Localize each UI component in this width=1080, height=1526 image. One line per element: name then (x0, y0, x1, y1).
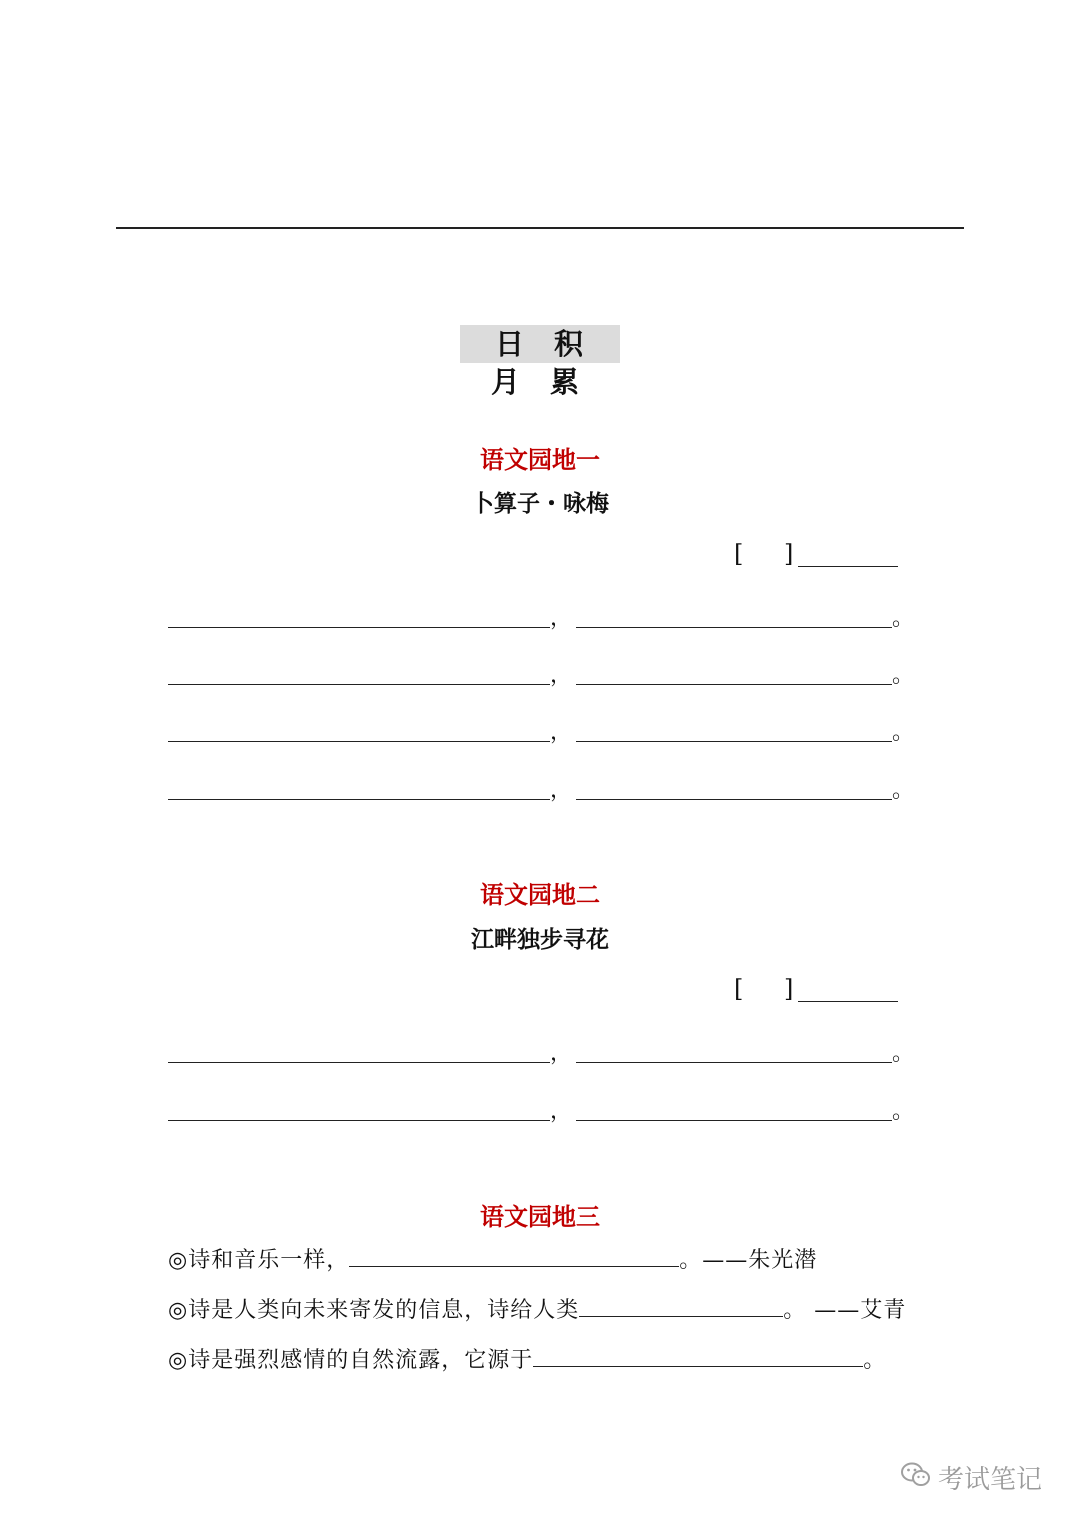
author-blank[interactable] (798, 1001, 898, 1002)
quote-suffix: 。 ——艾青 (783, 1298, 907, 1323)
bracket-left: [ (734, 540, 744, 568)
poem-title-1: 卜算子・咏梅 (471, 490, 609, 517)
quote-prefix: ◎诗是人类向未来寄发的信息，诗给人类 (168, 1298, 580, 1323)
verse-comma: ， (550, 1041, 573, 1066)
header-rule (116, 227, 964, 229)
bracket-right: ] (784, 540, 794, 568)
quote-suffix: 。 (863, 1348, 887, 1373)
author-field-2[interactable] (734, 975, 904, 1005)
bracket-left: [ (734, 975, 744, 1003)
verse-blank-first[interactable] (168, 741, 550, 742)
verse-period: 。 (892, 606, 915, 631)
section-heading-2: 语文园地二 (480, 881, 600, 909)
verse-comma: ， (550, 778, 573, 803)
verse-period: 。 (892, 663, 915, 688)
verse-blank-second[interactable] (576, 1062, 892, 1063)
verse-blank-second[interactable] (576, 741, 892, 742)
watermark (900, 1460, 1042, 1500)
verse-row-1[interactable] (168, 603, 928, 633)
verse-row-6[interactable] (168, 1096, 928, 1126)
author-field-1[interactable] (734, 540, 904, 570)
verse-comma: ， (550, 663, 573, 688)
quote-row-1 (168, 1244, 817, 1278)
section-heading-1: 语文园地一 (480, 446, 600, 474)
verse-period: 。 (892, 720, 915, 745)
verse-period: 。 (892, 1099, 915, 1124)
wechat-icon (900, 1461, 932, 1501)
verse-blank-second[interactable] (576, 1120, 892, 1121)
author-blank[interactable] (798, 566, 898, 567)
verse-comma: ， (550, 720, 573, 745)
quote-prefix: ◎诗和音乐一样， (168, 1248, 350, 1273)
quote-row-3 (168, 1344, 886, 1378)
quote-suffix: 。——朱光潜 (679, 1248, 818, 1273)
poem-title-2: 江畔独步寻花 (471, 926, 609, 953)
verse-row-5[interactable] (168, 1038, 928, 1068)
verse-blank-second[interactable] (576, 684, 892, 685)
bracket-right: ] (784, 975, 794, 1003)
quote-blank[interactable] (533, 1344, 863, 1367)
verse-period: 。 (892, 778, 915, 803)
verse-blank-second[interactable] (576, 627, 892, 628)
verse-blank-first[interactable] (168, 1062, 550, 1063)
quote-blank[interactable] (579, 1294, 783, 1317)
verse-row-4[interactable] (168, 775, 928, 805)
verse-blank-second[interactable] (576, 799, 892, 800)
verse-comma: ， (550, 1099, 573, 1124)
verse-blank-first[interactable] (168, 684, 550, 685)
verse-blank-first[interactable] (168, 627, 550, 628)
watermark-text: 考试笔记 (938, 1465, 1043, 1495)
section-heading-3: 语文园地三 (480, 1203, 600, 1231)
quote-prefix: ◎诗是强烈感情的自然流露，它源于 (168, 1348, 534, 1373)
verse-row-2[interactable] (168, 660, 928, 690)
verse-comma: ， (550, 606, 573, 631)
page-title: 日 积 月 累 (460, 325, 620, 363)
verse-blank-first[interactable] (168, 1120, 550, 1121)
verse-period: 。 (892, 1041, 915, 1066)
verse-blank-first[interactable] (168, 799, 550, 800)
quote-blank[interactable] (349, 1244, 679, 1267)
quote-row-2 (168, 1294, 906, 1328)
verse-row-3[interactable] (168, 717, 928, 747)
